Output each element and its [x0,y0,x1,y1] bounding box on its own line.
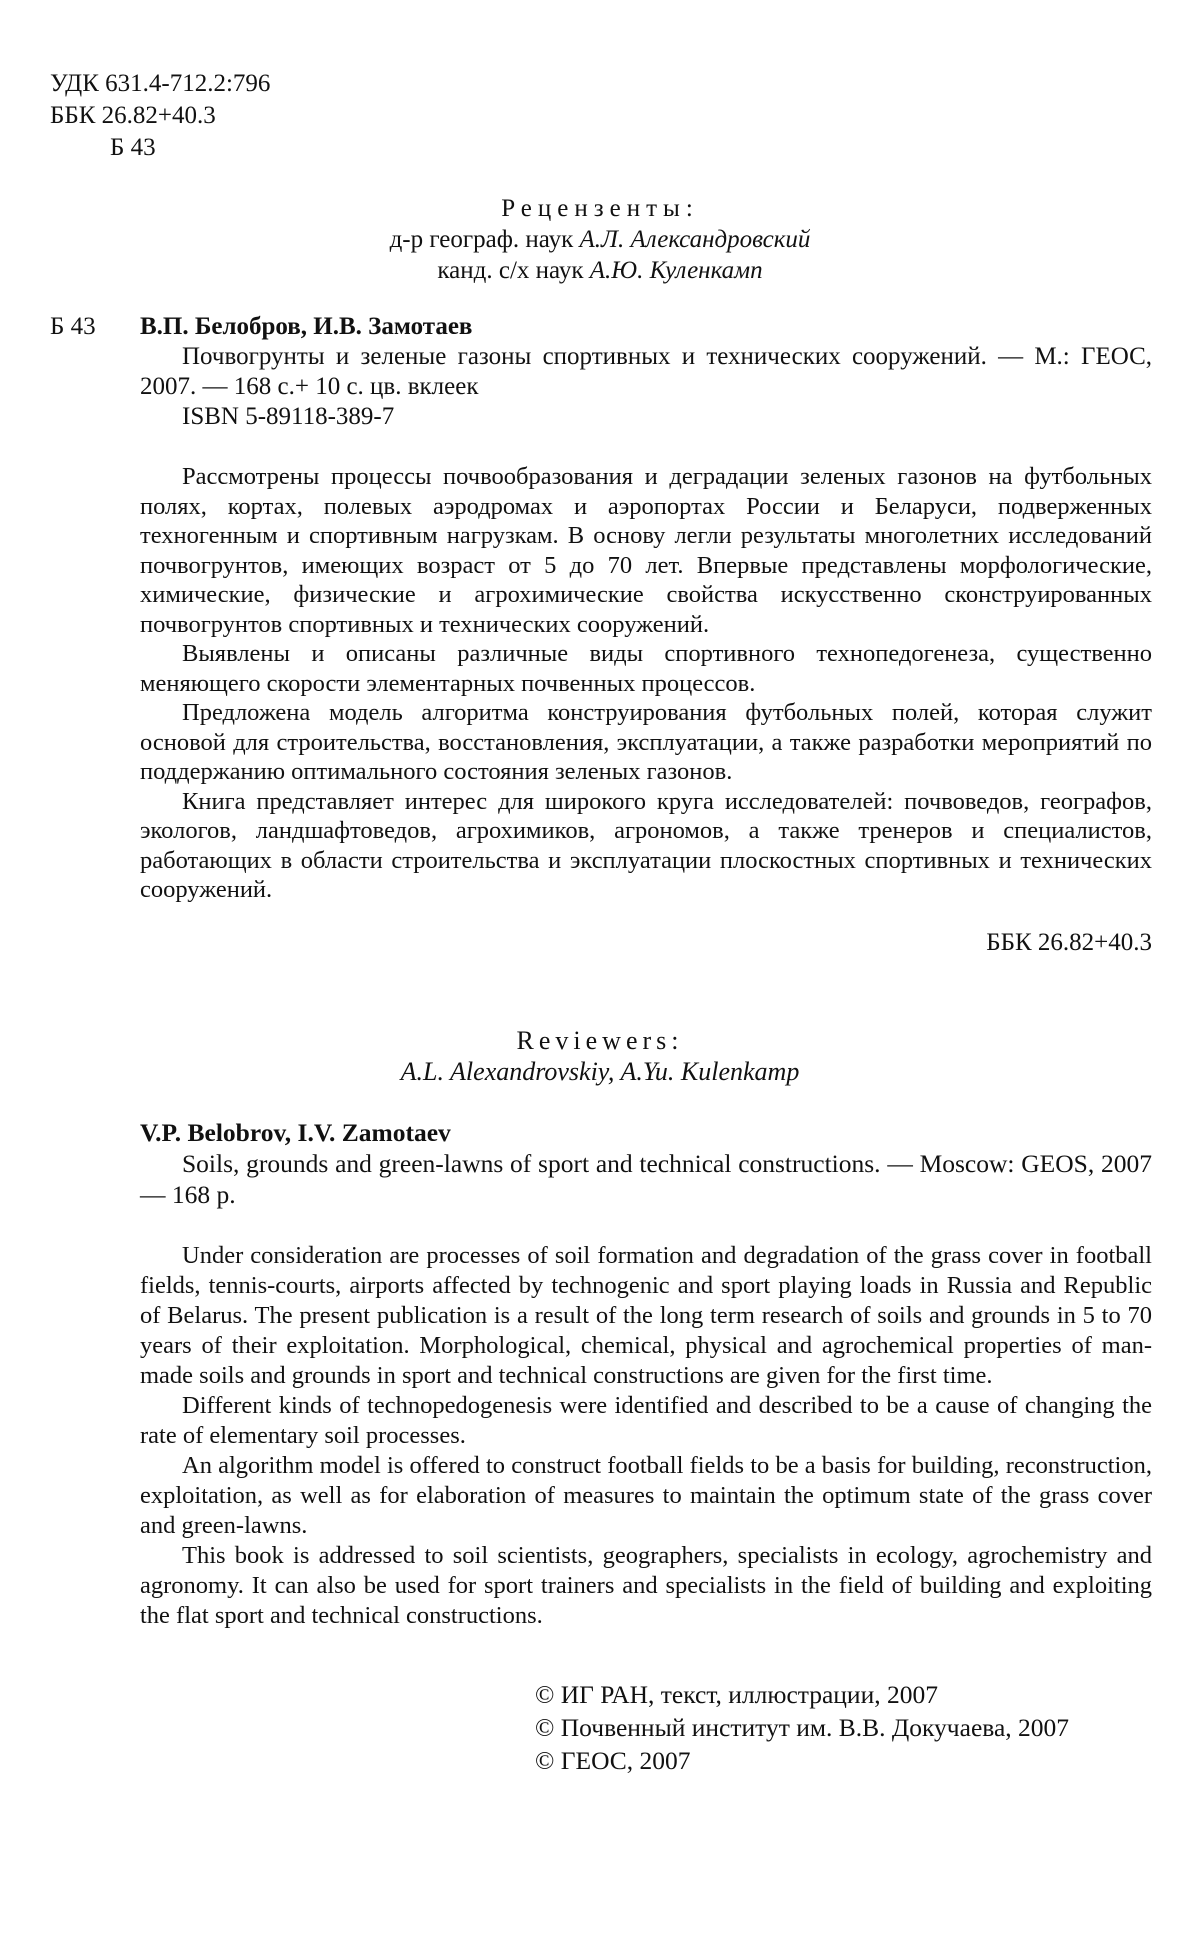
abstract-ru-paragraph: Книга представляет интерес для широкого круга исследователей: почвоведов, географов, экологов, ландшафтоведов, агрохимиков, агрономов, а также тренеров и специалистов, работающих в области строительства и эксплуатации плоскостных спортивных и технических сооружений. [140,787,1152,903]
record-en-title: Soils, grounds and green-lawns of sport and technical constructions. — Moscow: GEOS, 2007 — 168 p. [140,1149,1152,1209]
record-en [140,1117,1152,1210]
abstract-ru-paragraph: Рассмотрены процессы почвообразования и деградации зеленых газонов на футбольных полях, кортах, полевых аэродромах и аэропортах России и Беларуси, подверженных техногенным и спортивным нагрузкам. В основу легли результаты многолетних исследований почвогрунтов, имеющих возраст от 5 до 70 лет. Впервые представлены морфологические, химические, физические и агрохимические свойства искусственно сконструированных почвогрунтов спортивных и технических сооружений. [140,463,1152,638]
record-ru-isbn: ISBN 5-89118-389-7 [182,403,395,430]
reviewer-ru-2-name: А.Ю. Куленкамп [589,257,763,284]
reviewer-ru-1 [0,224,1200,255]
classification-block [50,68,270,164]
reviewers-ru [0,193,1200,286]
reviewers-en-heading: Reviewers: [516,1026,684,1055]
bbk-footer: ББК 26.82+40.3 [986,929,1152,956]
abstract-en-paragraph: This book is addressed to soil scientists, geographers, specialists in ecology, agrochemistry and agronomy. It can also be used for sport trainers and specialists in the field of building and exploiting the flat sport and technical constructions. [140,1542,1152,1629]
reviewers-en-names: A.L. Alexandrovskiy, A.Yu. Kulenkamp [400,1057,800,1086]
copyright-line: © ГЕОС, 2007 [535,1746,691,1775]
record-ru-authors: В.П. Белобров, И.В. Замотаев [140,313,473,340]
reviewer-ru-1-name: А.Л. Александровский [579,226,811,253]
record-en-authors: V.P. Belobrov, I.V. Zamotaev [140,1118,451,1147]
udk-code: УДК 631.4-712.2:796 [50,70,271,97]
record-ru-title: Почвогрунты и зеленые газоны спортивных и технических сооружений. — М.: ГЕОС, 2007. — 168 с.+ 10 с. цв. вклеек [140,343,1152,400]
reviewer-ru-2 [0,255,1200,286]
abstract-ru-paragraph: Выявлены и описаны различные виды спортивного технопедогенеза, существенно меняющего скорости элементарных почвенных процессов. [140,640,1152,697]
reviewers-ru-heading: Рецензенты: [501,195,699,222]
copyright-line: © Почвенный институт им. В.В. Докучаева, 2007 [535,1713,1070,1742]
abstract-ru [140,462,1152,905]
abstract-ru-paragraph: Предложена модель алгоритма конструирования футбольных полей, которая служит основой для строительства, восстановления, эксплуатации, а также разработки мероприятий по поддержанию оптимального состояния зеленых газонов. [140,699,1152,785]
copyright-block [535,1678,1069,1777]
abstract-en-paragraph: Under consideration are processes of soil formation and degradation of the grass cover in football fields, tennis-courts, airports affected by technogenic and sport playing loads in Russia and Republic of Belarus. The present publication is a result of the long term research of soils and grounds in 5 to 70 years of their exploitation. Morphological, chemical, physical and agrochemical properties of man-made soils and grounds in sport and technical constructions are given for the first time. [140,1242,1152,1389]
abstract-en [140,1241,1152,1631]
copyright-line: © ИГ РАН, текст, иллюстрации, 2007 [535,1680,938,1709]
abstract-en-paragraph: An algorithm model is offered to construct football fields to be a basis for building, reconstruction, exploitation, as well as for elaboration of measures to maintain the optimum state of the grass cover and green-lawns. [140,1452,1152,1539]
record-ru [140,312,1152,432]
record-ru-mark: Б 43 [50,313,96,340]
abstract-en-paragraph: Different kinds of technopedogenesis were identified and described to be a cause of changing the rate of elementary soil processes. [140,1392,1152,1449]
reviewer-ru-1-degree: д-р географ. наук [389,226,580,253]
author-mark: Б 43 [110,134,156,161]
reviewers-en [0,1025,1200,1087]
reviewer-ru-2-degree: канд. с/х наук [437,257,590,284]
bbk-code: ББК 26.82+40.3 [50,102,216,129]
